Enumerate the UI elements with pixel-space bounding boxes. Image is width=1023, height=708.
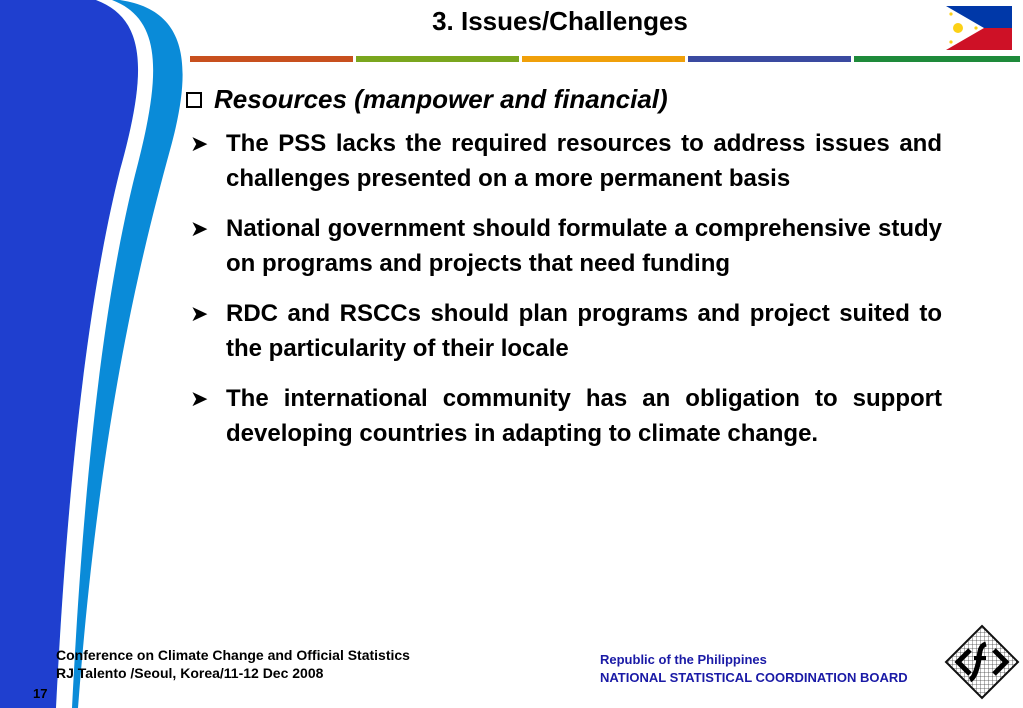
bullet-text: The PSS lacks the required resources to address issues and challenges presented on a more permanent basis xyxy=(226,130,942,192)
arrow-bullet-icon: ➤ xyxy=(190,386,209,411)
bullet-text: National government should formulate a comprehensive study on programs and projects that need funding xyxy=(226,215,942,277)
square-bullet-icon xyxy=(186,92,202,108)
organization-name: NATIONAL STATISTICAL COORDINATION BOARD xyxy=(600,670,908,685)
organization-footer xyxy=(600,651,908,687)
country-name: Republic of the Philippines xyxy=(600,652,767,667)
stripe-segment xyxy=(688,56,851,62)
arrow-bullet-icon: ➤ xyxy=(190,216,209,241)
stripe-segment xyxy=(854,56,1020,62)
arrow-bullet-icon: ➤ xyxy=(190,131,209,156)
nscb-logo-icon xyxy=(944,624,1020,700)
conference-footer xyxy=(56,646,410,682)
bullet-text: RDC and RSCCs should plan programs and project suited to the particularity of their locale xyxy=(226,300,942,362)
left-decorative-swoosh xyxy=(0,0,200,708)
bullet-list xyxy=(190,126,942,466)
arrow-bullet-icon: ➤ xyxy=(190,301,209,326)
list-item xyxy=(190,126,942,196)
list-item xyxy=(190,381,942,451)
list-item xyxy=(190,296,942,366)
philippines-flag-icon xyxy=(946,6,1012,50)
stripe-segment xyxy=(190,56,353,62)
conference-name: Conference on Climate Change and Official Statistics xyxy=(56,647,410,663)
stripe-segment xyxy=(356,56,519,62)
list-item xyxy=(190,211,942,281)
stripe-segment xyxy=(522,56,685,62)
section-heading-text: Resources (manpower and financial) xyxy=(214,84,668,114)
bullet-text: The international community has an obligation to support developing countries in adapting to climate change. xyxy=(226,385,942,447)
conference-details: RJ Talento /Seoul, Korea/11-12 Dec 2008 xyxy=(56,665,324,681)
page-number: 17 xyxy=(33,686,48,701)
section-heading xyxy=(186,84,668,115)
slide-title: 3. Issues/Challenges xyxy=(432,6,688,36)
header-color-stripe xyxy=(190,56,1023,62)
